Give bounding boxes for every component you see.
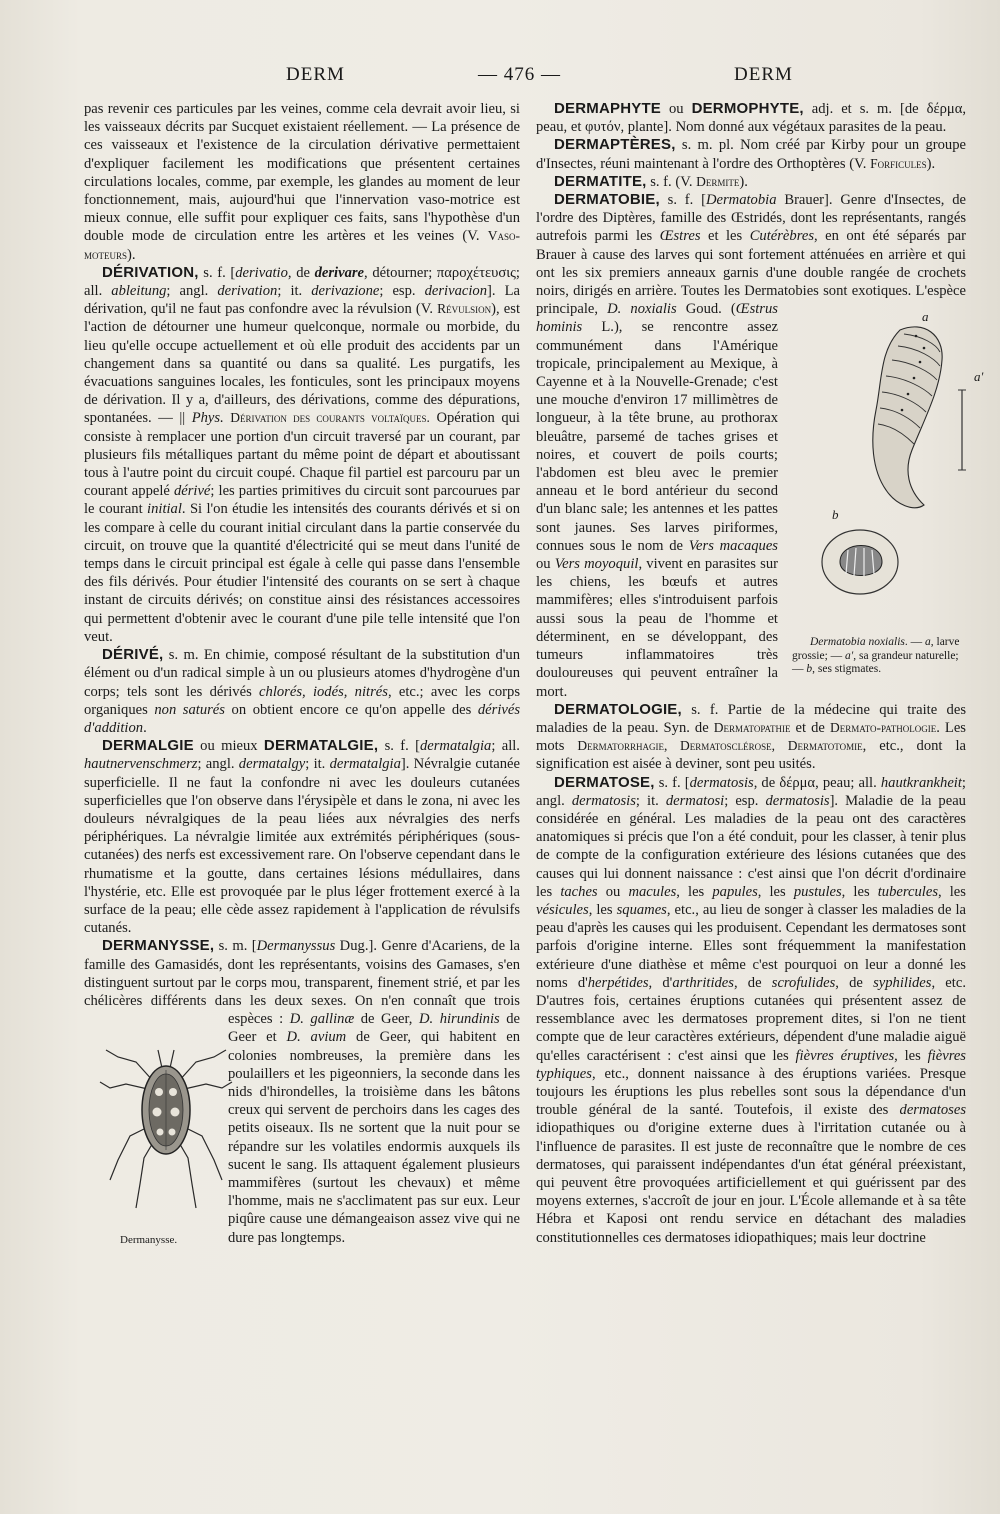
mite-figure [78,1012,218,1252]
headword-dermatalgie: DERMATALGIE, [263,737,379,755]
headword-dermatite: DERMATITE, [554,172,647,190]
figure-label-a: a [922,309,929,325]
entry-dermalgie: DERMALGIE ou mieux DERMATALGIE, s. f. [dermatalgia; all. hautnervenschmerz; angl. dermatalgy; it. dermatalgia]. Névralgie cutanée superficielle. Il ne faut la confondre ni avec les douleurs cutanées superficielles que l'on observe dans l'érysipèle et dans le zona, ni avec les douleurs névralgiques de la peau liées aux névralgies des nerfs périphériques. La névralgie limitée aux extrémités périphériques (sous-cutanées) des nerfs est excessivement rare. On l'observe cependant dans le rhumatisme et la goutte, dans certaines lésions médullaires, dans l'hystérie, etc. Elle est provoquée par le plus léger frottement exercé à la surface de la peau; elle cède assez rapidement à l'application de révulsifs cutanés. [84,737,520,937]
header-right-word: DERM [734,64,793,85]
larva-caption: Dermatobia noxialis. — a, larve grossie; — a', sa grandeur naturelle; — b, ses stigmates. [792,636,960,676]
right-column [536,100,984,1247]
larva-figure [786,300,984,700]
headword-dermatologie: DERMATOLOGIE, [554,700,682,718]
headword-derivation: DÉRIVATION, [102,263,199,281]
entry-derive: DÉRIVÉ, s. m. En chimie, composé résultant de la substitution d'un élément ou d'un radical simple à un ou plusieurs atomes d'hydrogène d'un corps; tels sont les dérivés chlorés, iodés, nitrés, etc.; avec les corps organiques non saturés on obtient encore ce qu'on appelle des dérivés d'addition. [84,646,521,736]
headword-dermapteres: DERMAPTÈRES, [554,136,676,154]
left-column [84,100,520,1252]
headword-dermatobie: DERMATOBIE, [554,191,660,209]
headword-derive: DÉRIVÉ, [102,646,164,664]
mite-illustration-icon [96,1012,236,1222]
headword-dermatose: DERMATOSE, [554,773,655,791]
entry-dermatite: DERMATITE, s. f. (V. Dermite). [554,172,748,190]
entry-dermatose: DERMATOSE, s. f. [dermatosis, de δέρμα, peau; all. hautkrankheit; angl. dermatosis; it. dermatosi; esp. dermatosis]. Maladie de la peau considérée en général. Les maladies de la peau ont des caractères anatomiques si précis que l'on a été conduit, pour les classer, à tenir plus de compte de la configuration extérieure des lésions cutanées que des causes qui lui donnent naissance : c'est ainsi que l'on décrit d'ordinaire les taches ou macules, les papules, les pustules, les tubercules, les vésicules, les squames, etc., au lieu de songer à classer les maladies de la peau d'après les causes qui les produisent. Cependant les dermatoses sont parfois d'origine interne. Elles sont fréquemment la manifestation extérieure d'une diathèse et même c'est pourquoi on leur a donné les noms d'herpétides, d'arthritides, de scrofulides, de syphilides, etc. D'autres fois, certaines éruptions cutanées qui présentent assez de ressemblance avec les dermatoses proprement dites, si l'on ne tient compte que de leur caractères extérieurs, dépendent d'une maladie aiguë qu'elles caractérisent : c'est ainsi que les fièvres éruptives, les fièvres typhiques, etc., donnent naissance à des éruptions variées. Presque toujours les éruptions les plus rebelles sont sous la dépendance d'un trouble général de la santé. Toutefois, il existe des dermatoses idiopathiques ou d'origine externe dues à l'irritation cutanée ou à l'influence de parasites. Il est juste de reconnaître que le nombre de ces dermatoses, qui paraissent indépendantes d'un état général préexistant, qui peuvent être provoquées artificiellement et qui guérissent par des moyens externes, s'accroît de jour en jour. L'École allemande et à sa tête Hébra et Kaposi ont rendu service en détachant des maladies constitutionnelles ces dermatoses idiopathiques; mais leur doctrine [536,773,966,1246]
entry-dermatologie: DERMATOLOGIE, s. f. Partie de la médecine qui traite des maladies de la peau. Syn. de Dermatopathie et de Dermato-pathologie. Les mots Dermatorrhagie, Dermatosclérose, Dermatotomie, etc., dont la signification est aisée à deviner, sont peu usités. [536,700,966,773]
page-number: — 476 — [478,64,561,85]
figure-label-a-prime: a' [974,369,984,385]
entry-derivation: DÉRIVATION, s. f. [derivatio, de derivare, détourner; παροχέτευσις; all. ableitung; angl. derivation; it. derivazione; esp. derivacion]. La dérivation, qu'il ne faut pas confondre avec la révulsion (V. Révulsion), est l'action de détourner une humeur quelconque, normale ou morbide, du lieu qu'elle occupe actuellement et où elle produit des accidents par un changement dans sa quantité ou dans sa qualité. Les purgatifs, les évacuations sanguines locales, les fonticules, sont les principaux moyens de dérivation. Il y a, d'ailleurs, des dérivations, comme des dépurations, spontanées. — || Phys. Dérivation des courants voltaïques. Opération qui consiste à remplacer une portion d'un circuit traversé par un courant, par plusieurs fils métalliques partant du même point de départ et aboutissant tous à l'autre point du circuit coupé. Chaque fil partiel est parcouru par un courant appelé dérivé; les parties primitives du circuit sont parcourues par le courant initial. Si l'on étudie les intensités des courants dérivés et si on les compare à celle du courant initial circulant dans la partie conservée du circuit, on trouve que la quantité d'électricité qui se meut dans l'unité de temps dans le circuit principal est égale à celle qui passe dans l'ensemble des fils dérivés. Pour étudier l'intensité des courants on se sert à chaque instant de circuits dérivés; on constitue ainsi des résistances accessoires qui permettent d'obtenir avec le courant d'une pile telle intensité que l'on veut. [84,263,521,645]
running-head [86,64,966,94]
entry-dermaphyte: DERMAPHYTE ou DERMOPHYTE, adj. et s. m. [de δέρμα, peau, et φυτόν, plante]. Nom donné aux végétaux parasites de la peau. [536,100,966,136]
headword-dermalgie: DERMALGIE [102,737,194,755]
larva-illustration-icon [804,300,988,630]
entry-dermapteres: DERMAPTÈRES, s. m. pl. Nom créé par Kirby pour un groupe d'Insectes, réuni maintenant à l'ordre des Orthoptères (V. Forficules). [536,136,966,172]
figure-label-b: b [832,507,839,523]
header-left-word: DERM [286,64,345,85]
mite-caption: Dermanysse. [120,1234,178,1247]
entry-dermatobie: DERMATOBIE, s. f. [Dermatobia Brauer]. Genre d'Insectes, de l'ordre des Diptères, famille des Œstridés, dont les représentants, rangés autrefois parmi les Œstres et les Cutérèbres, en ont été séparés par Brauer à cause des larves qui sont fortement atténuées en arrière et qui ont les six premiers anneaux garnis d'une double rangée de crochets noirs, dirigés en arrière. Toutes les Dermatobies sont exotiques. L'espèce principale, a a' b Dermatobia noxialis. — a, larve grossie; — a', sa grandeur naturelle; — b, ses stigmates. D. noxialis Goud. (Œstrus hominis L.), se rencontre assez communément dans l'Amérique tropicale, principalement au Mexique, à Cayenne et à la Nouvelle-Grenade; c'est une mouche d'environ 17 millimètres de longueur, à la tête brune, au prothorax bleuâtre, parsemé de taches grises et noires, et couvert de poils courts; l'abdomen est bleu avec le premier anneau et le bord antérieur du second d'un blanc sale; les antennes et les pattes sont jaunes. Ses larves piriformes, connues sous le nom de Vers macaques ou Vers moyoquil, vivent en parasites sur les chiens, les bœufs et autres mammifères; elles s'introduisent parfois aussi sous la peau de l'homme et déterminent, en se développant, des tumeurs inflammatoires très douloureuses qui peuvent entraîner la mort. [536,191,966,701]
headword-dermaphyte: DERMAPHYTE [554,100,662,117]
headword-dermophyte: DERMOPHYTE, [691,100,804,117]
entry-dermanysse: DERMANYSSE, s. m. [Dermanyssus Dug.]. Genre d'Acariens, de la famille des Gamasidés, dont les représentants, voisins des Gamases, s'en distinguent surtout par le corps mou, transparent, finement strié, et par les chélicères différents dans les deux sexes. On n'en connaît que trois espèces : Dermanysse. D. gallinæ de Geer, D. hirundinis de Geer et D. avium de Geer, qui habitent en colonies nombreuses, la première dans les poulaillers et les pigeonniers, la seconde dans les nids d'hirondelles, la troisième dans les bâtons creux qui servent de perchoirs dans les cages des petits oiseaux. Ils ne sortent que la nuit pour se répandre sur les volatiles endormis auxquels ils sucent le sang. Ils attaquent également plusieurs mammifères (surtout les chevaux) et même l'homme, mais ne s'acclimatent pas sur eux. Leur piqûre cause une démangeaison assez vive qui ne dure pas longtemps. [84,937,520,1246]
headword-dermanysse: DERMANYSSE, [102,937,215,955]
continued-paragraph: pas revenir ces particules par les veines, comme cela devrait avoir lieu, si les vaisseaux décrits par Sucquet existaient réellement. — La présence de ces vaisseaux et l'existence de la circulation dérivative permettaient d'expliquer facilement les modifications que présentent certaines circulations locales, comme, par exemple, les glandes au moment de leur fonctionnement, mais, aujourd'hui que l'innervation vaso-motrice est mieux connue, elle suffit pour expliquer ces faits, sans l'hypothèse d'un double mode de circulation entre les artères et les veines (V. Vaso-moteurs). [84,101,520,263]
